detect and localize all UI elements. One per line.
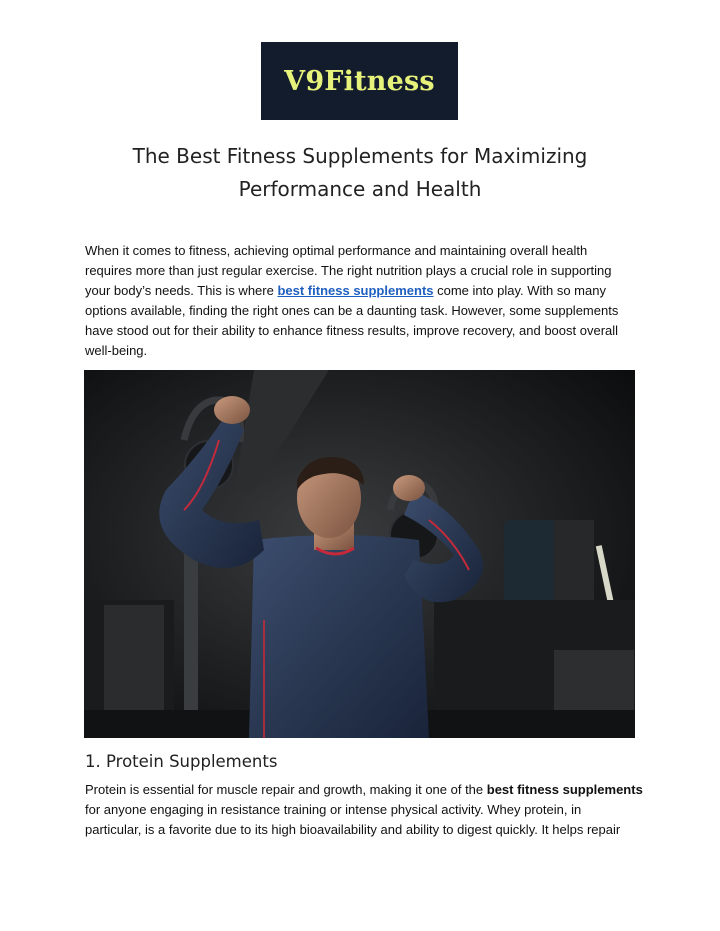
protein-paragraph	[85, 780, 645, 840]
gym-photo	[84, 370, 635, 738]
page-title	[84, 140, 636, 206]
intro-line: requires more than just regular exercise. The right nutrition plays a crucial role in supporting	[85, 263, 612, 278]
man-lifting-kettlebells-image	[84, 370, 635, 738]
protein-text: Protein is essential for muscle repair and growth, making it one of the	[85, 782, 487, 797]
best-fitness-supplements-link[interactable]: best fitness supplements	[277, 283, 434, 298]
intro-text: your body’s needs. This is where	[85, 283, 278, 298]
protein-bold-keyword: best fitness supplements	[486, 782, 643, 797]
section-heading-protein: 1. Protein Supplements	[85, 752, 278, 771]
intro-line: have stood out for their ability to enhance fitness results, improve recovery, and boost overall	[85, 323, 619, 338]
protein-line	[85, 780, 645, 800]
intro-line	[85, 281, 637, 301]
page-title-line-2: Performance and Health	[238, 177, 482, 201]
intro-line: When it comes to fitness, achieving optimal performance and maintaining overall health	[85, 243, 588, 258]
protein-line: for anyone engaging in resistance training or intense physical activity. Whey protein, in	[85, 802, 582, 817]
intro-paragraph	[85, 241, 637, 361]
intro-line: well-being.	[85, 343, 148, 358]
brand-logo[interactable]	[261, 42, 458, 120]
brand-logo-text: V9Fitness	[284, 65, 435, 97]
page-title-line-1: The Best Fitness Supplements for Maximizing	[132, 144, 588, 168]
intro-text: come into play. With so many	[433, 283, 606, 298]
intro-line: options available, finding the right ones can be a daunting task. However, some supplements	[85, 303, 619, 318]
protein-line: particular, is a favorite due to its high bioavailability and ability to digest quickly. It helps repair	[85, 822, 621, 837]
